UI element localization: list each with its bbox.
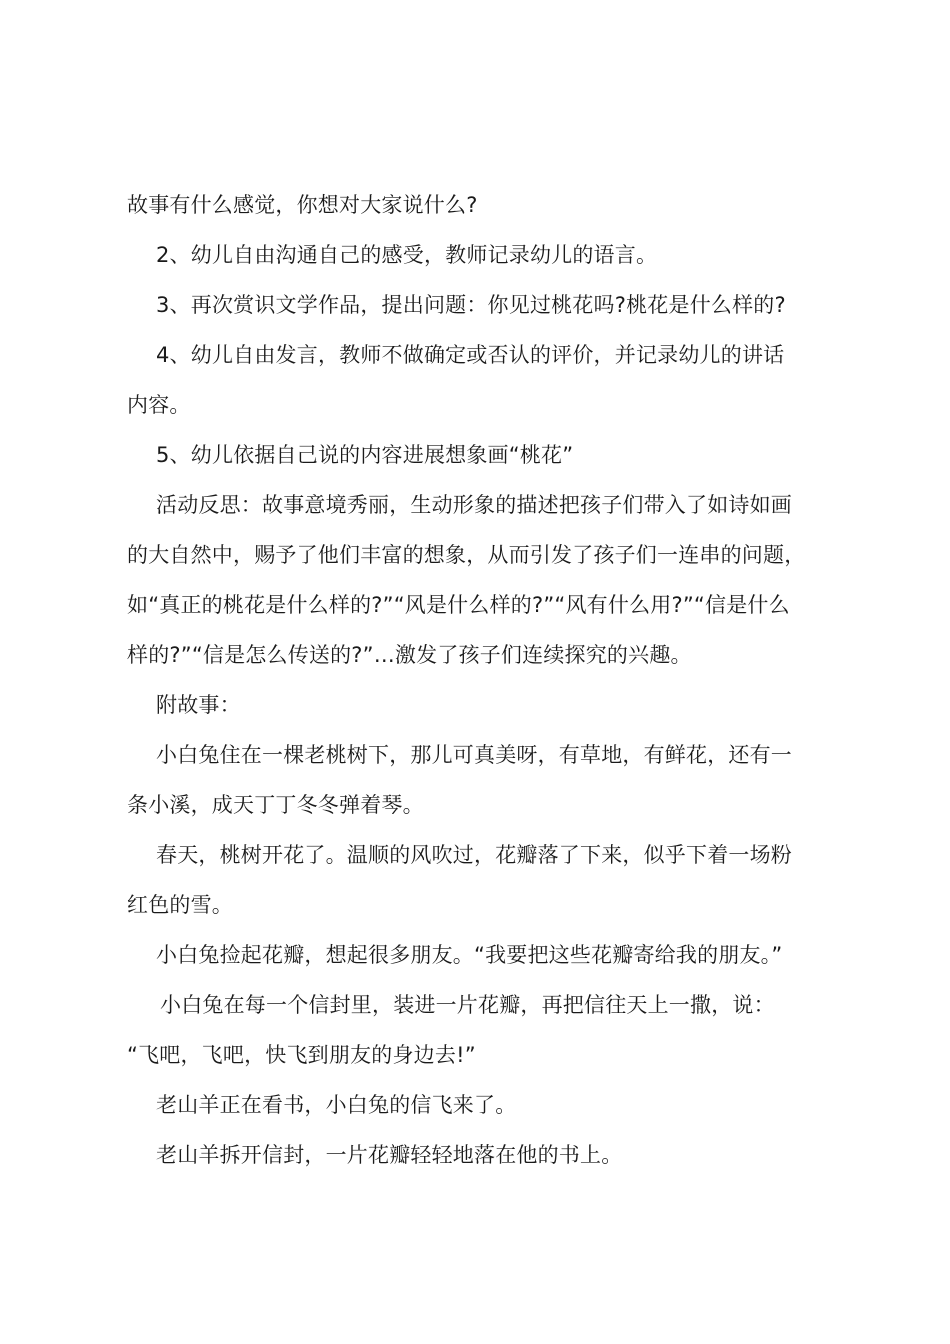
paragraph-line: “飞吧，飞吧，快飞到朋友的身边去!”: [127, 1043, 476, 1067]
paragraph-line: 老山羊拆开信封，一片花瓣轻轻地落在他的书上。: [156, 1143, 623, 1167]
paragraph-line: 3、再次赏识文学作品，提出问题：你见过桃花吗?桃花是什么样的?: [156, 293, 786, 317]
paragraph-line: 春天，桃树开花了。温顺的风吹过，花瓣落了下来，似乎下着一场粉: [156, 843, 792, 867]
paragraph-line: 如“真正的桃花是什么样的?”“风是什么样的?”“风有什么用?”“信是什么: [127, 593, 790, 617]
paragraph-line: 小白兔捡起花瓣，想起很多朋友。“我要把这些花瓣寄给我的朋友。”: [156, 943, 783, 967]
paragraph-line: 小白兔在每一个信封里，装进一片花瓣，再把信往天上一撒，说：: [160, 993, 775, 1017]
paragraph-line: 小白兔住在一棵老桃树下，那儿可真美呀，有草地，有鲜花，还有一: [156, 743, 792, 767]
paragraph-line: 老山羊正在看书，小白兔的信飞来了。: [156, 1093, 517, 1117]
paragraph-line: 故事有什么感觉，你想对大家说什么?: [127, 193, 478, 217]
paragraph-line: 的大自然中，赐予了他们丰富的想象，从而引发了孩子们一连串的问题，: [127, 543, 806, 567]
document-body: [127, 180, 857, 1180]
paragraph-line: 活动反思：故事意境秀丽，生动形象的描述把孩子们带入了如诗如画: [156, 493, 792, 517]
paragraph-line: 红色的雪。: [127, 893, 233, 917]
paragraph-line: 4、幼儿自由发言，教师不做确定或否认的评价，并记录幼儿的讲话: [156, 343, 785, 367]
paragraph-line: 条小溪，成天丁丁冬冬弹着琴。: [127, 793, 424, 817]
paragraph-line: 2、幼儿自由沟通自己的感受，教师记录幼儿的语言。: [156, 243, 658, 267]
paragraph-line: 5、幼儿依据自己说的内容进展想象画“桃花”: [156, 443, 574, 467]
paragraph-line: 内容。: [127, 393, 191, 417]
paragraph-line: 样的?”“信是怎么传送的?”…激发了孩子们连续探究的兴趣。: [127, 643, 692, 667]
paragraph-line: 附故事：: [156, 693, 241, 717]
